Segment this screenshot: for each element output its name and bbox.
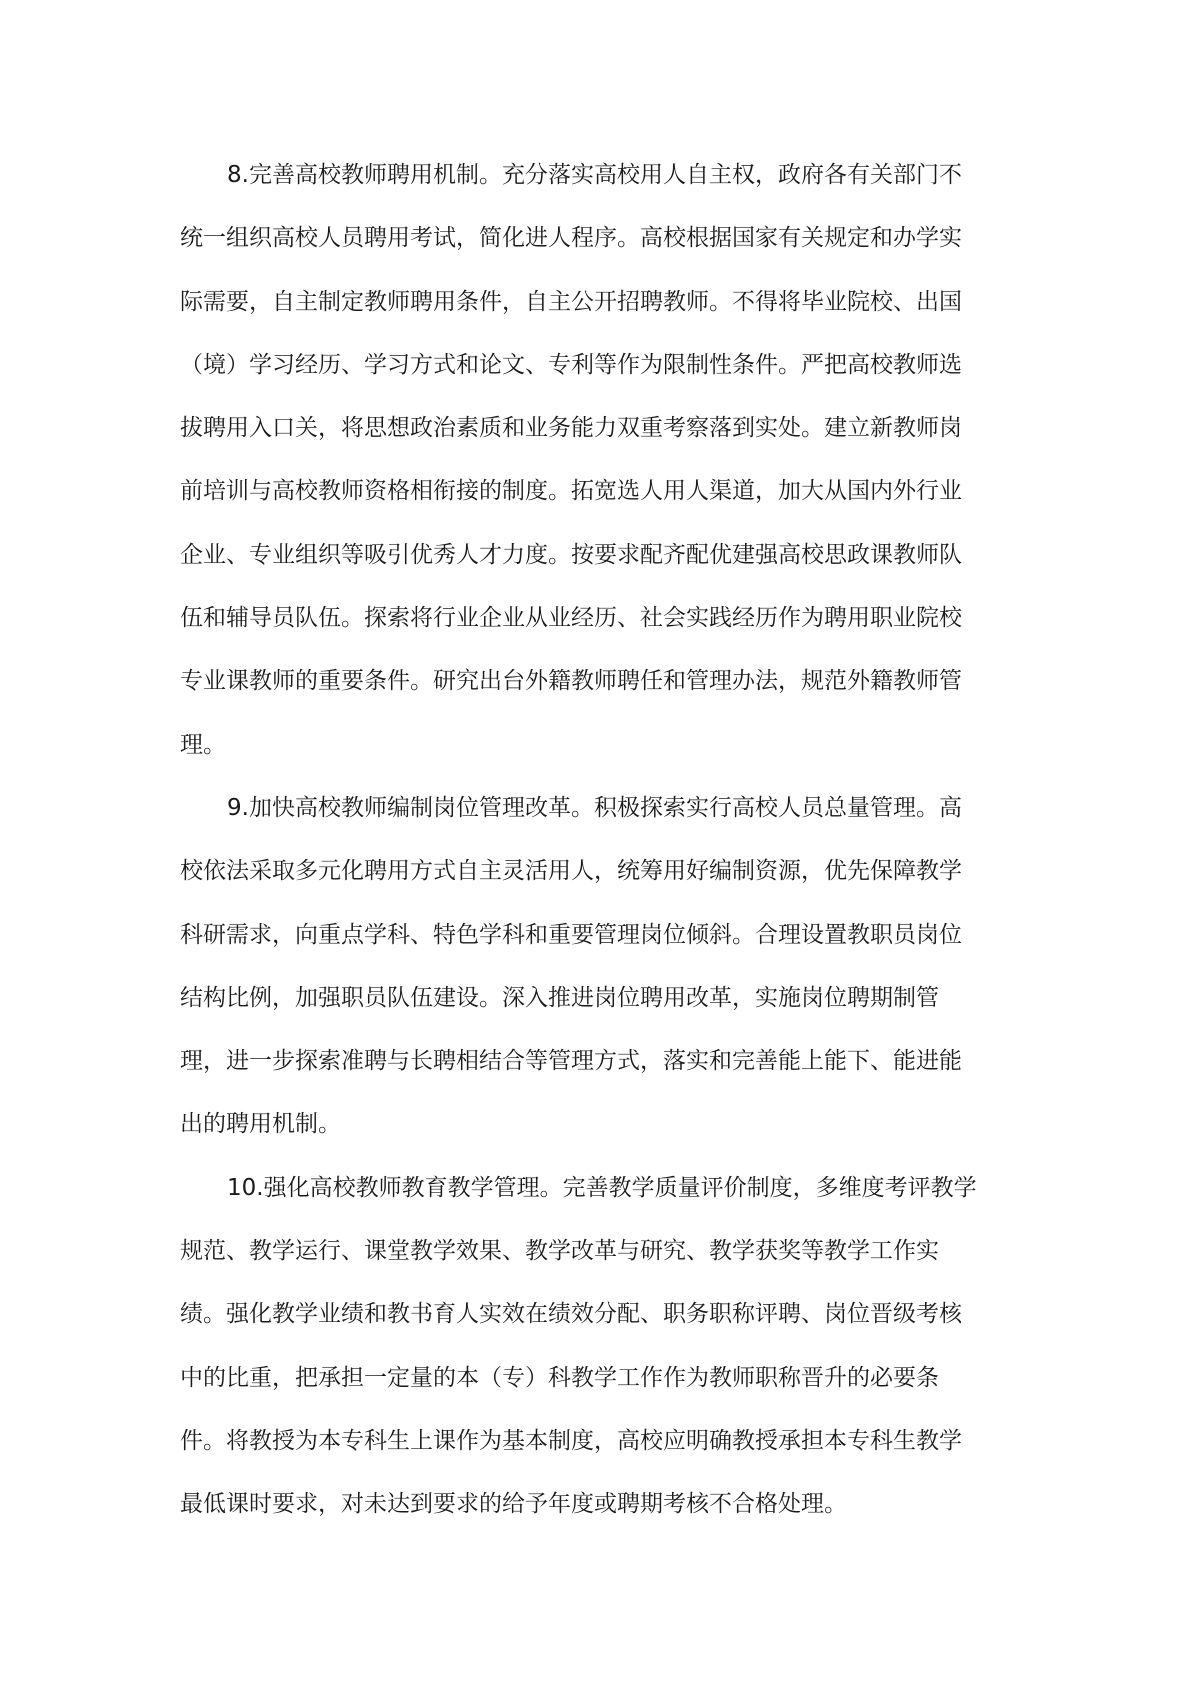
text-line: 际需要，自主制定教师聘用条件，自主公开招聘教师。不得将毕业院校、出国 xyxy=(180,288,962,315)
paragraph-8 xyxy=(180,144,1015,777)
text-line: 理，进一步探索准聘与长聘相结合等管理方式，落实和完善能上能下、能进能 xyxy=(180,1048,962,1075)
text-line: 最低课时要求，对未达到要求的给予年度或聘期考核不合格处理。 xyxy=(180,1491,847,1518)
text-line: 企业、专业组织等吸引优秀人才力度。按要求配齐配优建强高校思政课教师队 xyxy=(180,541,962,568)
document-body xyxy=(180,144,1015,1537)
text-line: 拔聘用入口关，将思想政治素质和业务能力双重考察落到实处。建立新教师岗 xyxy=(180,415,962,442)
text-line: 9.加快高校教师编制岗位管理改革。积极探索实行高校人员总量管理。高 xyxy=(227,794,962,821)
text-line: 出的聘用机制。 xyxy=(180,1111,341,1138)
text-line: 伍和辅导员队伍。探索将行业企业从业经历、社会实践经历作为聘用职业院校 xyxy=(180,605,962,632)
text-line: （境）学习经历、学习方式和论文、专利等作为限制性条件。严把高校教师选 xyxy=(180,351,962,378)
text-line: 结构比例，加强职员队伍建设。深入推进岗位聘用改革，实施岗位聘期制管 xyxy=(180,984,939,1011)
text-line: 规范、教学运行、课堂教学效果、教学改革与研究、教学获奖等教学工作实 xyxy=(180,1238,939,1265)
text-line: 中的比重，把承担一定量的本（专）科教学工作作为教师职称晋升的必要条 xyxy=(180,1364,939,1391)
text-line: 件。将教授为本专科生上课作为基本制度，高校应明确教授承担本专科生教学 xyxy=(180,1427,962,1454)
text-line: 专业课教师的重要条件。研究出台外籍教师聘任和管理办法，规范外籍教师管 xyxy=(180,668,962,695)
text-line: 科研需求，向重点学科、特色学科和重要管理岗位倾斜。合理设置教职员岗位 xyxy=(180,921,962,948)
text-line: 统一组织高校人员聘用考试，简化进人程序。高校根据国家有关规定和办学实 xyxy=(180,225,962,252)
text-line: 10.强化高校教师教育教学管理。完善教学质量评价制度，多维度考评教学 xyxy=(227,1174,977,1201)
text-line: 理。 xyxy=(180,731,226,758)
text-line: 8.完善高校教师聘用机制。充分落实高校用人自主权，政府各有关部门不 xyxy=(227,162,962,188)
text-line: 前培训与高校教师资格相衔接的制度。拓宽选人用人渠道，加大从国内外行业 xyxy=(180,478,962,505)
text-line: 校依法采取多元化聘用方式自主灵活用人，统筹用好编制资源，优先保障教学 xyxy=(180,858,962,885)
text-line: 绩。强化教学业绩和教书育人实效在绩效分配、职务职称评聘、岗位晋级考核 xyxy=(180,1301,962,1328)
paragraph-10 xyxy=(180,1157,1015,1537)
paragraph-9 xyxy=(180,777,1015,1157)
